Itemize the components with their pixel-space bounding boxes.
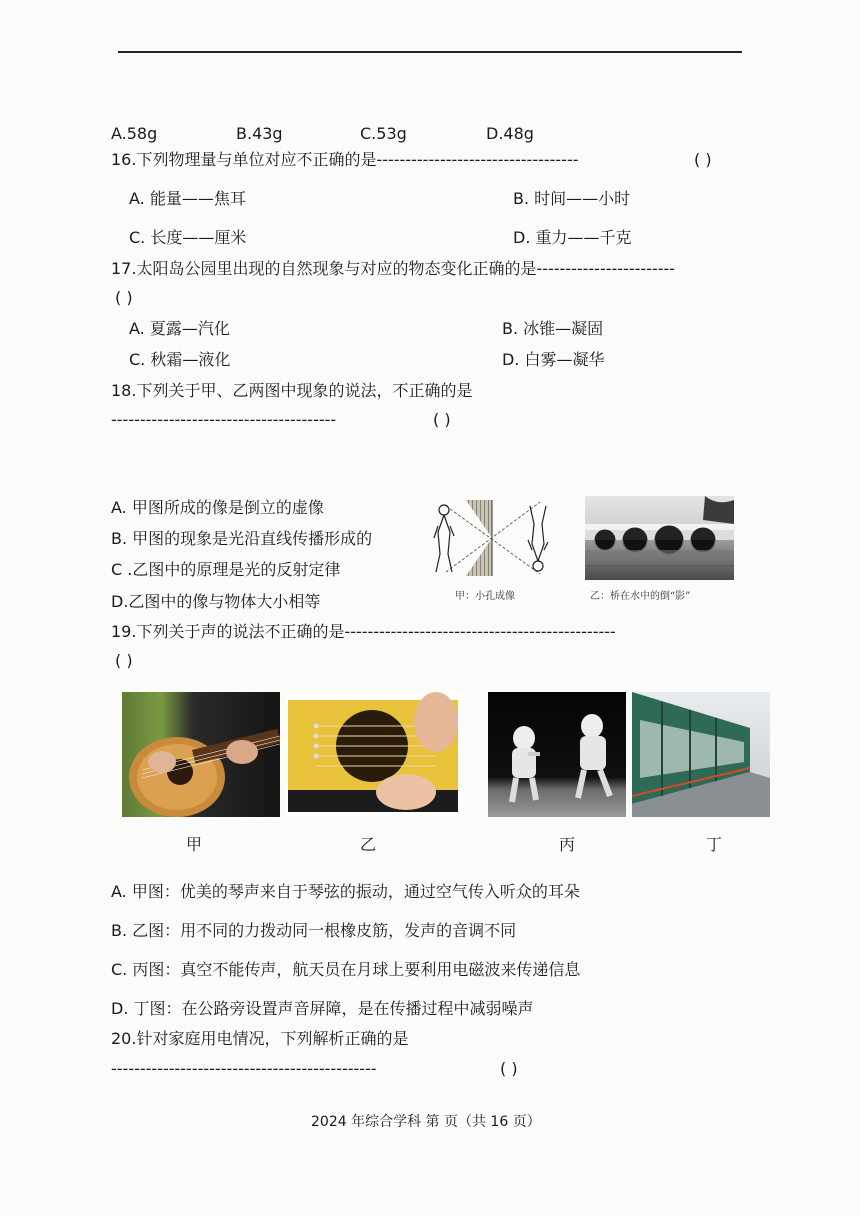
figure-pinhole-caption: 甲：小孔成像 bbox=[455, 591, 515, 602]
photo-label-yi: 乙 bbox=[360, 835, 377, 854]
q17-answer-paren: ( ) bbox=[115, 288, 133, 307]
q16-answer-paren: ( ) bbox=[694, 150, 712, 169]
prev-option-b: B.43g bbox=[236, 124, 283, 143]
q18-dashes: --------------------------------------- bbox=[111, 410, 337, 429]
q17-option-d: D. 白雾—凝华 bbox=[502, 350, 605, 369]
photo-label-jia: 甲 bbox=[186, 835, 203, 854]
page-footer: 2024 年综合学科 第 页（共 16 页） bbox=[311, 1114, 541, 1130]
q18-option-c: C .乙图中的原理是光的反射定律 bbox=[111, 560, 341, 579]
q16-option-b: B. 时间——小时 bbox=[513, 189, 631, 208]
q18-option-a: A. 甲图所成的像是倒立的虚像 bbox=[111, 498, 324, 517]
q20-stem: 20.针对家庭用电情况，下列解析正确的是 bbox=[111, 1029, 409, 1048]
q18-answer-paren: ( ) bbox=[433, 410, 451, 429]
q18-option-d: D.乙图中的像与物体大小相等 bbox=[111, 592, 321, 611]
photo-rubber-band-box bbox=[286, 692, 462, 817]
q19-answer-paren: ( ) bbox=[115, 651, 133, 670]
prev-option-d: D.48g bbox=[486, 124, 534, 143]
q19-option-d: D. 丁图：在公路旁设置声音屏障，是在传播过程中减弱噪声 bbox=[111, 999, 534, 1018]
q19-option-b: B. 乙图：用不同的力拨动同一根橡皮筋，发声的音调不同 bbox=[111, 921, 517, 940]
q18-option-b: B. 甲图的现象是光沿直线传播形成的 bbox=[111, 529, 373, 548]
photo-label-ding: 丁 bbox=[706, 835, 723, 854]
q17-option-a: A. 夏露—汽化 bbox=[129, 319, 230, 338]
q16-stem: 16.下列物理量与单位对应不正确的是----------------------------------- bbox=[111, 150, 579, 169]
q19-option-c: C. 丙图：真空不能传声，航天员在月球上要利用电磁波来传递信息 bbox=[111, 960, 581, 979]
header-rule bbox=[118, 51, 742, 53]
photo-astronauts bbox=[488, 692, 626, 817]
photo-guitar bbox=[122, 692, 280, 817]
prev-option-a: A.58g bbox=[111, 124, 158, 143]
q16-option-a: A. 能量——焦耳 bbox=[129, 189, 246, 208]
figure-bridge-caption: 乙：桥在水中的倒“影” bbox=[590, 591, 691, 602]
prev-option-c: C.53g bbox=[360, 124, 407, 143]
photo-label-bing: 丙 bbox=[559, 835, 576, 854]
figure-pinhole-camera bbox=[432, 496, 570, 580]
q18-stem: 18.下列关于甲、乙两图中现象的说法，不正确的是 bbox=[111, 381, 473, 400]
q19-option-a: A. 甲图：优美的琴声来自于琴弦的振动，通过空气传入听众的耳朵 bbox=[111, 882, 580, 901]
q20-dashes: ---------------------------------------------- bbox=[111, 1059, 377, 1078]
q17-option-c: C. 秋霜—液化 bbox=[129, 350, 231, 369]
q16-option-d: D. 重力——千克 bbox=[513, 228, 632, 247]
figure-bridge-reflection bbox=[585, 496, 734, 580]
photo-sound-barrier bbox=[632, 692, 770, 817]
q16-option-c: C. 长度——厘米 bbox=[129, 228, 247, 247]
q19-stem: 19.下列关于声的说法不正确的是----------------------------------------------- bbox=[111, 622, 616, 641]
q20-answer-paren: ( ) bbox=[500, 1059, 518, 1078]
q17-option-b: B. 冰锥—凝固 bbox=[502, 319, 604, 338]
q17-stem: 17.太阳岛公园里出现的自然现象与对应的物态变化正确的是------------------------ bbox=[111, 259, 676, 278]
